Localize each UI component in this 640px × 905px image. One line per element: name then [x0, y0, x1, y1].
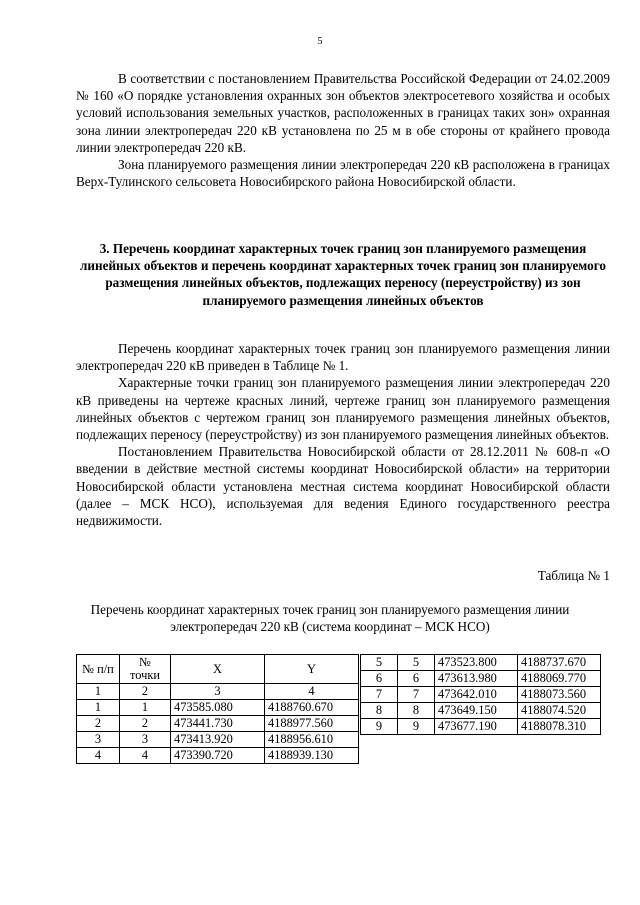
table-numbering-row — [77, 684, 359, 700]
paragraph-characteristic-points: Характерные точки границ зон планируемого размещения линии электропередач 220 кВ приведены на чертеже красных линий, чертеже границ зон планируемого размещения линейных объектов с чертежом границ зон планируемого размещения линейных объектов, подлежащих переносу (переустройству) из зон планируемого размещения линейных объектов. — [76, 375, 610, 443]
row-number-cell: 7 — [361, 687, 398, 703]
table-row — [77, 700, 359, 716]
header-point-number: № точки — [120, 655, 171, 684]
section-paragraphs — [76, 340, 610, 529]
table-row — [77, 716, 359, 732]
table-row — [77, 732, 359, 748]
paragraph-coordinates-list: Перечень координат характерных точек границ зон планируемого размещения линии электропередач 220 кВ приведен в Таблице № 1. — [76, 341, 610, 374]
table-row — [361, 719, 601, 735]
y-cell: 4188073.560 — [518, 687, 601, 703]
y-cell: 4188069.770 — [518, 671, 601, 687]
row-number-cell: 8 — [361, 703, 398, 719]
page-number: 5 — [317, 36, 323, 47]
y-cell: 4188956.610 — [265, 732, 359, 748]
point-number-cell: 2 — [120, 716, 171, 732]
numbering-cell: 2 — [120, 684, 171, 700]
table-caption: Перечень координат характерных точек границ зон планируемого размещения линии электропередач 220 кВ (система координат – МСК НСО) — [90, 602, 570, 635]
table-row — [361, 655, 601, 671]
table-header-row — [77, 655, 359, 684]
table-row — [361, 687, 601, 703]
row-number-cell: 5 — [361, 655, 398, 671]
table-row — [77, 748, 359, 764]
y-cell: 4188760.670 — [265, 700, 359, 716]
y-cell: 4188977.560 — [265, 716, 359, 732]
x-cell: 473677.190 — [435, 719, 518, 735]
paragraph-placement-zone: Зона планируемого размещения линии электропередач 220 кВ расположена в границах Верх-Тулинского сельсовета Новосибирского района Новосибирской области. — [76, 157, 610, 190]
row-number-cell: 1 — [77, 700, 120, 716]
header-x: X — [171, 655, 265, 684]
paragraph-protection-zone: В соответствии с постановлением Правительства Российской Федерации от 24.02.2009 № 160 «О порядке установления охранных зон объектов электросетевого хозяйства и особых условий использования земельных участков, расположенных в границах таких зон» охранная зона линии электропередач 220 кВ установлена по 25 м в обе стороны от крайнего провода линии электропередач 220 кВ. — [76, 71, 610, 155]
numbering-cell: 4 — [265, 684, 359, 700]
point-number-cell: 8 — [398, 703, 435, 719]
x-cell: 473413.920 — [171, 732, 265, 748]
x-cell: 473441.730 — [171, 716, 265, 732]
table-label: Таблица № 1 — [537, 568, 610, 583]
paragraph-coordinate-system: Постановлением Правительства Новосибирской области от 28.12.2011 № 608-п «О введении в действие местной системы координат Новосибирской области» на территории Новосибирской области установлена местная система координат Новосибирской области (далее – МСК НСО), используемая для ведения Единого государственного реестра недвижимости. — [76, 444, 610, 529]
row-number-cell: 4 — [77, 748, 120, 764]
x-cell: 473585.080 — [171, 700, 265, 716]
point-number-cell: 9 — [398, 719, 435, 735]
y-cell: 4188737.670 — [518, 655, 601, 671]
x-cell: 473642.010 — [435, 687, 518, 703]
point-number-cell: 1 — [120, 700, 171, 716]
row-number-cell: 3 — [77, 732, 120, 748]
point-number-cell: 7 — [398, 687, 435, 703]
row-number-cell: 6 — [361, 671, 398, 687]
x-cell: 473523.800 — [435, 655, 518, 671]
x-cell: 473649.150 — [435, 703, 518, 719]
coordinates-table-right — [360, 654, 601, 735]
numbering-cell: 3 — [171, 684, 265, 700]
header-y: Y — [265, 655, 359, 684]
y-cell: 4188078.310 — [518, 719, 601, 735]
row-number-cell: 9 — [361, 719, 398, 735]
point-number-cell: 4 — [120, 748, 171, 764]
intro-paragraphs — [76, 70, 610, 190]
y-cell: 4188074.520 — [518, 703, 601, 719]
row-number-cell: 2 — [77, 716, 120, 732]
table-row — [361, 703, 601, 719]
x-cell: 473390.720 — [171, 748, 265, 764]
header-row-number: № п/п — [77, 655, 120, 684]
point-number-cell: 6 — [398, 671, 435, 687]
coordinates-table-left — [76, 654, 359, 764]
table-row — [361, 671, 601, 687]
section-heading: 3. Перечень координат характерных точек границ зон планируемого размещения линейных объектов и перечень координат характерных точек границ зон планируемого размещения линейных объектов, подлежащих переносу (переустройству) из зон планируемого размещения линейных объектов — [80, 241, 606, 308]
y-cell: 4188939.130 — [265, 748, 359, 764]
numbering-cell: 1 — [77, 684, 120, 700]
point-number-cell: 3 — [120, 732, 171, 748]
x-cell: 473613.980 — [435, 671, 518, 687]
point-number-cell: 5 — [398, 655, 435, 671]
